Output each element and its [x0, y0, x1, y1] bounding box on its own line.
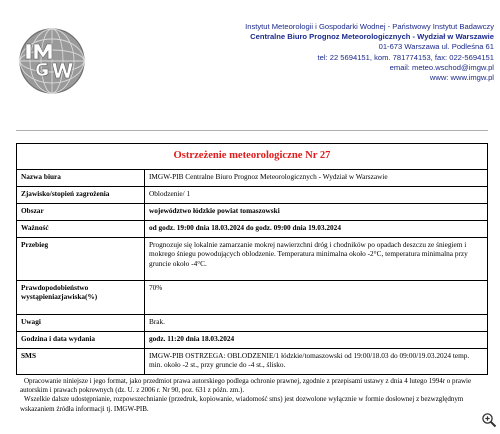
label-sms: SMS	[17, 349, 145, 375]
value-office: IMGW-PIB Centralne Biuro Prognoz Meteorologicznych - Wydział w Warszawie	[145, 170, 488, 187]
label-issued: Godzina i data wydania	[17, 332, 145, 349]
institute-info	[194, 22, 494, 83]
value-remarks: Brak.	[145, 315, 488, 332]
bureau-name: Centralne Biuro Prognoz Meteorologicznych - Wydział w Warszawie	[250, 32, 494, 42]
label-course: Przebieg	[17, 238, 145, 281]
zoom-in-icon[interactable]	[481, 412, 497, 428]
row-area	[17, 204, 488, 221]
value-area: województwo łódzkie powiat tomaszowski	[145, 204, 488, 221]
label-office: Nazwa biura	[17, 170, 145, 187]
label-phenomenon: Zjawisko/stopień zagrożenia	[17, 187, 145, 204]
institute-phone-fax: tel: 22 5694151, kom. 781774153, fax: 022-5694151	[317, 52, 494, 62]
label-probability: Prawdopodobieństwo wystąpieniazjawiska(%)	[17, 281, 145, 315]
row-course	[17, 238, 488, 281]
row-phenomenon	[17, 187, 488, 204]
row-sms	[17, 349, 488, 375]
copyright-paragraph-2: Wszelkie dalsze udostępnianie, rozpowszechnianie (przedruk, kopiowanie, wiadomość sms) jest dozwolone wyłącznie w formie dosłownej z bezwzględnym wskazaniem źródła informacji tj. IMGW-PIB.	[20, 395, 464, 413]
institute-name: Instytut Meteorologii i Gospodarki Wodnej - Państwowy Instytut Badawczy	[245, 22, 494, 31]
value-phenomenon: Oblodzenie/ 1	[145, 187, 488, 204]
row-probability	[17, 281, 488, 315]
row-office	[17, 170, 488, 187]
institute-email[interactable]: email: meteo.wschod@imgw.pl	[389, 62, 494, 72]
row-remarks	[17, 315, 488, 332]
institute-www[interactable]: www: www.imgw.pl	[429, 73, 494, 83]
header-divider	[16, 130, 488, 131]
value-course: Prognozuje się lokalnie zamarzanie mokrej nawierzchni dróg i chodników po opadach deszczu ze śniegiem i mokrego śniegu powodujących oblodzenie. Temperatura minimalna około -2°C, temperatura minimalna przy gruncie około -4°C.	[145, 238, 488, 281]
row-issued	[17, 332, 488, 349]
row-validity	[17, 221, 488, 238]
label-remarks: Uwagi	[17, 315, 145, 332]
value-issued: godz. 11:20 dnia 18.03.2024	[145, 332, 488, 349]
imgw-logo-icon	[18, 27, 86, 95]
label-validity: Ważność	[17, 221, 145, 238]
label-area: Obszar	[17, 204, 145, 221]
value-probability: 70%	[145, 281, 488, 315]
institute-address: 01-673 Warszawa ul. Podleśna 61	[378, 42, 494, 52]
warning-title: Ostrzeżenie meteorologiczne Nr 27	[17, 144, 488, 170]
copyright-paragraph-1: Opracowanie niniejsze i jego format, jako przedmiot prawa autorskiego podlega ochronie prawnej, zgodnie z przepisami ustawy z dnia 4 lutego 1994r o prawie autorskim i prawach pokrewnych (dz. U. z 2006 r. Nr 90, poz. 631 z późn. zm.).	[20, 377, 472, 395]
value-validity: od godz. 19:00 dnia 18.03.2024 do godz. 09:00 dnia 19.03.2024	[145, 221, 488, 238]
warning-title-row	[17, 144, 488, 170]
warning-table	[16, 143, 488, 375]
letterhead	[0, 0, 500, 130]
copyright-notice	[20, 377, 484, 414]
value-sms: IMGW-PIB OSTRZEGA: OBLODZENIE/1 łódzkie/tomaszowski od 19:00/18.03 do 09:00/19.03.2024 temp. min. około -2 st., przy gruncie do -4 st., ślisko.	[145, 349, 488, 375]
